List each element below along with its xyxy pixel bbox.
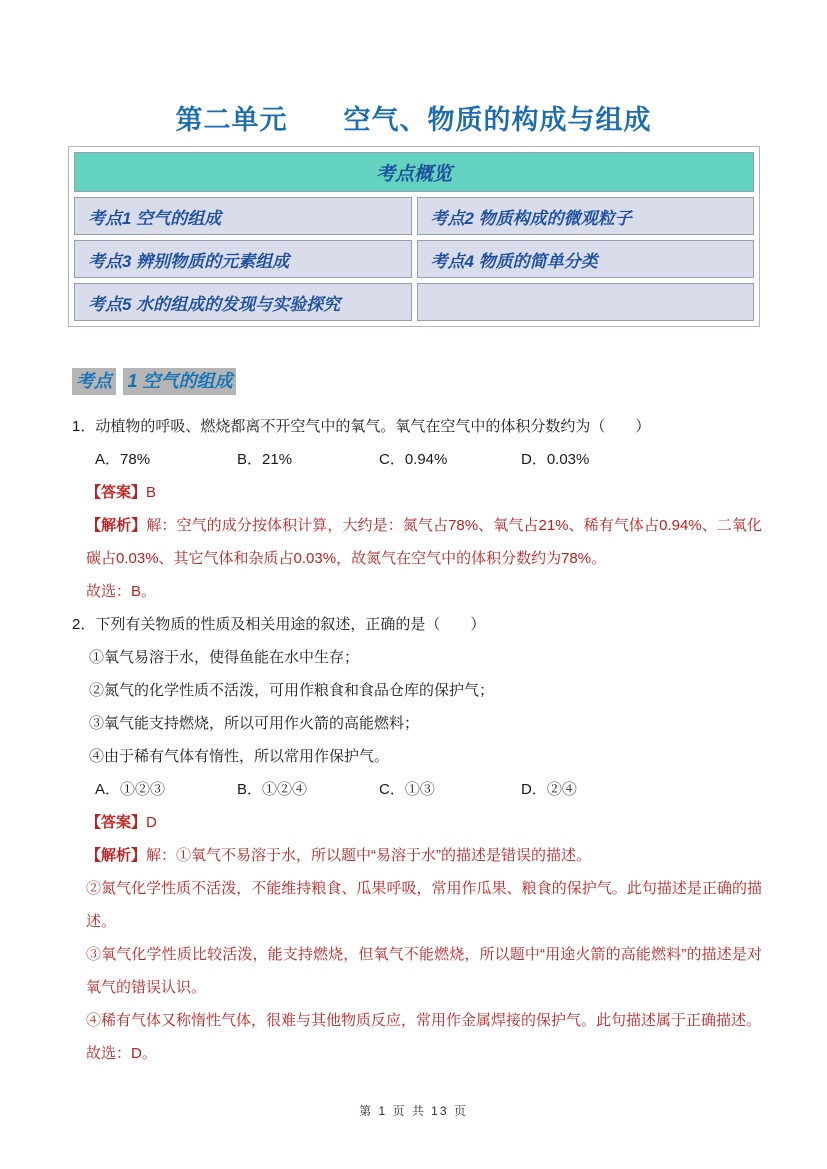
section-badge-prefix: 考点 xyxy=(72,368,116,395)
section-header xyxy=(72,368,827,395)
q2-option-b: B．①②④ xyxy=(237,781,308,798)
q2-stem: 2．下列有关物质的性质及相关用途的叙述，正确的是（ ） xyxy=(72,616,486,633)
q1-option-d: D．0.03% xyxy=(521,451,590,468)
analysis-label: 【解析】 xyxy=(86,847,147,864)
table-header-row xyxy=(74,152,754,192)
q1-answer-value: B xyxy=(146,484,157,501)
page-title: 第二单元 空气、物质的构成与组成 xyxy=(175,105,652,135)
q2-options xyxy=(72,773,762,806)
q2-item-2: ②氮气的化学性质不活泼，可用作粮食和食品仓库的保护气； xyxy=(89,682,495,699)
q2-answer-line xyxy=(72,806,762,839)
table-row xyxy=(74,283,754,321)
q1-analysis xyxy=(72,509,762,575)
overview-table xyxy=(68,146,760,327)
q1-options xyxy=(72,443,762,476)
answer-label: 【答案】 xyxy=(86,484,147,501)
q2-analysis-1 xyxy=(72,839,762,872)
answer-label: 【答案】 xyxy=(86,814,147,831)
q1-answer-line xyxy=(72,476,762,509)
q1-option-a: A．78% xyxy=(95,451,151,468)
page-number: 第 1 页 共 13 页 xyxy=(359,1104,468,1118)
q1-analysis-text: 解：空气的成分按体积计算，大约是：氮气占78%、氧气占21%、稀有气体占0.94%、二氧化碳占0.03%、其它气体和杂质占0.03%，故氮气在空气中的体积分数约为78%。 xyxy=(86,517,762,567)
q1-conclusion: 故选：B。 xyxy=(86,583,157,600)
table-header-cell: 考点概览 xyxy=(74,152,754,192)
table-cell-empty xyxy=(417,283,755,321)
table-row xyxy=(74,197,754,235)
q2-analysis-4: ④稀有气体又称惰性气体，很难与其他物质反应，常用作金属焊接的保护气。此句描述属于正确描述。 xyxy=(86,1012,762,1029)
q2-item-3: ③氧气能支持燃烧，所以可用作火箭的高能燃料； xyxy=(89,715,420,732)
q1-option-c: C．0.94% xyxy=(379,451,448,468)
table-cell-kp2: 考点2 物质构成的微观粒子 xyxy=(417,197,755,235)
q1-option-b: B．21% xyxy=(237,451,293,468)
q1-stem: 1．动植物的呼吸、燃烧都离不开空气中的氧气。氧气在空气中的体积分数约为（ ） xyxy=(72,418,651,435)
question-content xyxy=(0,410,827,1070)
q2-item-4: ④由于稀有气体有惰性，所以常用作保护气。 xyxy=(89,748,390,765)
q2-option-d: D．②④ xyxy=(521,781,577,798)
q2-item-1: ①氧气易溶于水，使得鱼能在水中生存； xyxy=(89,649,360,666)
table-cell-kp3: 考点3 辨别物质的元素组成 xyxy=(74,240,412,278)
table-cell-kp1: 考点1 空气的组成 xyxy=(74,197,412,235)
q2-option-c: C．①③ xyxy=(379,781,435,798)
analysis-label: 【解析】 xyxy=(86,517,147,534)
q2-option-a: A．①②③ xyxy=(95,781,166,798)
section-badge-title: 1 空气的组成 xyxy=(123,368,236,395)
table-cell-kp5: 考点5 水的组成的发现与实验探究 xyxy=(74,283,412,321)
q2-analysis-3: ③氧气化学性质比较活泼，能支持燃烧，但氧气不能燃烧，所以题中“用途火箭的高能燃料”的描述是对氧气的错误认识。 xyxy=(86,946,762,996)
q2-conclusion: 故选：D。 xyxy=(86,1045,157,1062)
q2-analysis-text-1: 解：①氧气不易溶于水，所以题中“易溶于水”的描述是错误的描述。 xyxy=(146,847,592,864)
q2-answer-value: D xyxy=(146,814,157,831)
table-row xyxy=(74,240,754,278)
q2-analysis-2: ②氮气化学性质不活泼，不能维持粮食、瓜果呼吸，常用作瓜果、粮食的保护气。此句描述是正确的描述。 xyxy=(86,880,762,930)
table-cell-kp4: 考点4 物质的简单分类 xyxy=(417,240,755,278)
